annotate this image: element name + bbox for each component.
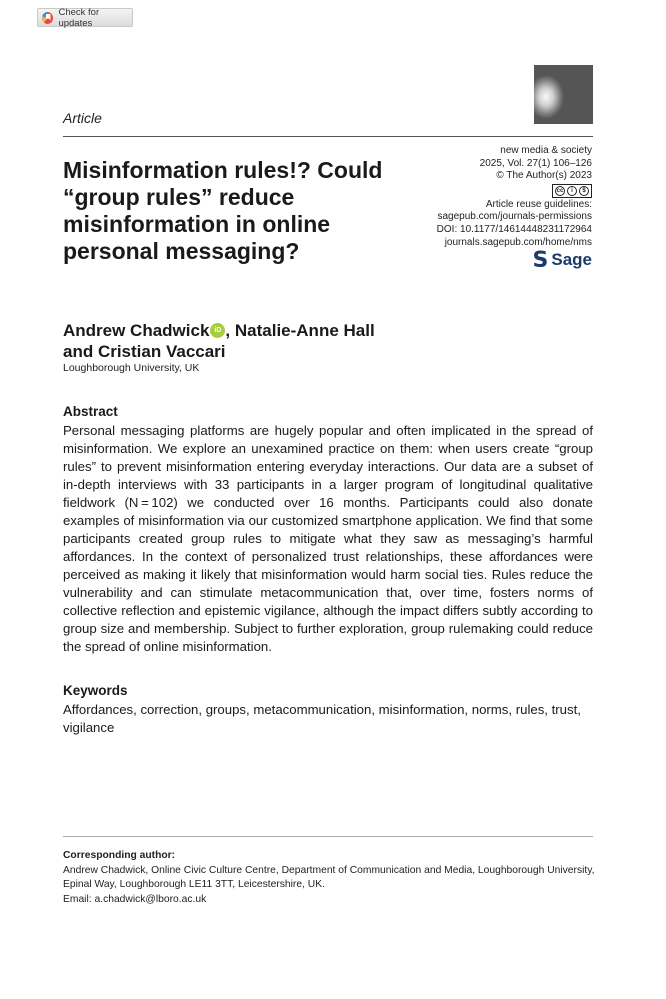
corresponding-author-address: Andrew Chadwick, Online Civic Culture Centre, Department of Communication and Media, Loughborough University, Epinal Way, Loughborough LE11 3TT, Leicestershire, UK. <box>63 864 595 890</box>
email-label: Email: <box>63 893 95 905</box>
journal-cover-image <box>534 65 593 124</box>
author-name[interactable]: Andrew Chadwick <box>63 321 210 340</box>
corresponding-author-email-line <box>63 893 603 908</box>
article-title: Misinformation rules!? Could “group rules” reduce misinformation in online personal messaging? <box>63 157 383 264</box>
sage-logo <box>532 247 593 273</box>
journal-url[interactable]: journals.sagepub.com/home/nms <box>444 236 592 248</box>
cc-license-badge[interactable] <box>437 183 592 199</box>
cc-by-nc-icon: cc i $ <box>552 184 592 198</box>
check-for-updates-label: Check for updates <box>58 6 100 29</box>
corresponding-author-heading: Corresponding author: <box>63 850 176 861</box>
crossmark-icon <box>42 12 53 24</box>
volume-info: 2025, Vol. 27(1) 106–126 <box>479 157 592 169</box>
footnote-divider <box>63 836 593 837</box>
co-authors-line2: and Cristian Vaccari <box>63 342 226 361</box>
abstract-heading: Abstract <box>63 404 118 419</box>
article-type-label: Article <box>63 110 102 126</box>
copyright: © The Author(s) 2023 <box>496 170 592 182</box>
reuse-link[interactable]: sagepub.com/journals-permissions <box>437 211 592 223</box>
publisher-name: Sage <box>551 249 592 269</box>
journal-meta <box>437 145 592 272</box>
orcid-icon[interactable]: iD <box>210 323 225 338</box>
reuse-label: Article reuse guidelines: <box>485 198 592 210</box>
affiliation: Loughborough University, UK <box>63 362 200 374</box>
check-for-updates-button[interactable] <box>37 8 133 27</box>
journal-name: new media & society <box>500 145 592 156</box>
sage-s-icon: 𝗦 <box>532 247 549 273</box>
author-list <box>63 320 375 362</box>
keywords-text: Affordances, correction, groups, metacommunication, misinformation, norms, rules, trust, vigilance <box>63 702 581 735</box>
header-divider <box>63 136 593 137</box>
keywords-heading: Keywords <box>63 683 128 698</box>
email-link[interactable]: a.chadwick@lboro.ac.uk <box>94 893 207 905</box>
co-authors-line1: , Natalie-Anne Hall <box>225 321 375 340</box>
abstract-text: Personal messaging platforms are hugely popular and often implicated in the spread of misinformation. We explore an unexamined practice on them: when users create “group rules” to prevent misinformation entering everyday interactions. Our data are a subset of in-depth interviews with 33 participants in a larger program of longitudinal qualitative fieldwork (N = 102) we conducted over 16 months. Participants could also donate examples of misinformation via our customized smartphone application. We find that some participants created group rules to mitigate what they saw as messaging’s harmful affordances. In the context of personalized trust relationships, these affordances were perceived as making it likely that misinformation would harm social ties. Rules reduce the vulnerability and can stimulate metacommunication that, over time, fosters norms of collective reflection and epistemic vigilance, although the impact differs subtly according to group size and membership. Subject to further exploration, group rulemaking could reduce the spread of online misinformation. <box>63 423 593 654</box>
doi[interactable]: DOI: 10.1177/14614448231172964 <box>436 223 592 235</box>
corresponding-author-block <box>63 849 603 907</box>
